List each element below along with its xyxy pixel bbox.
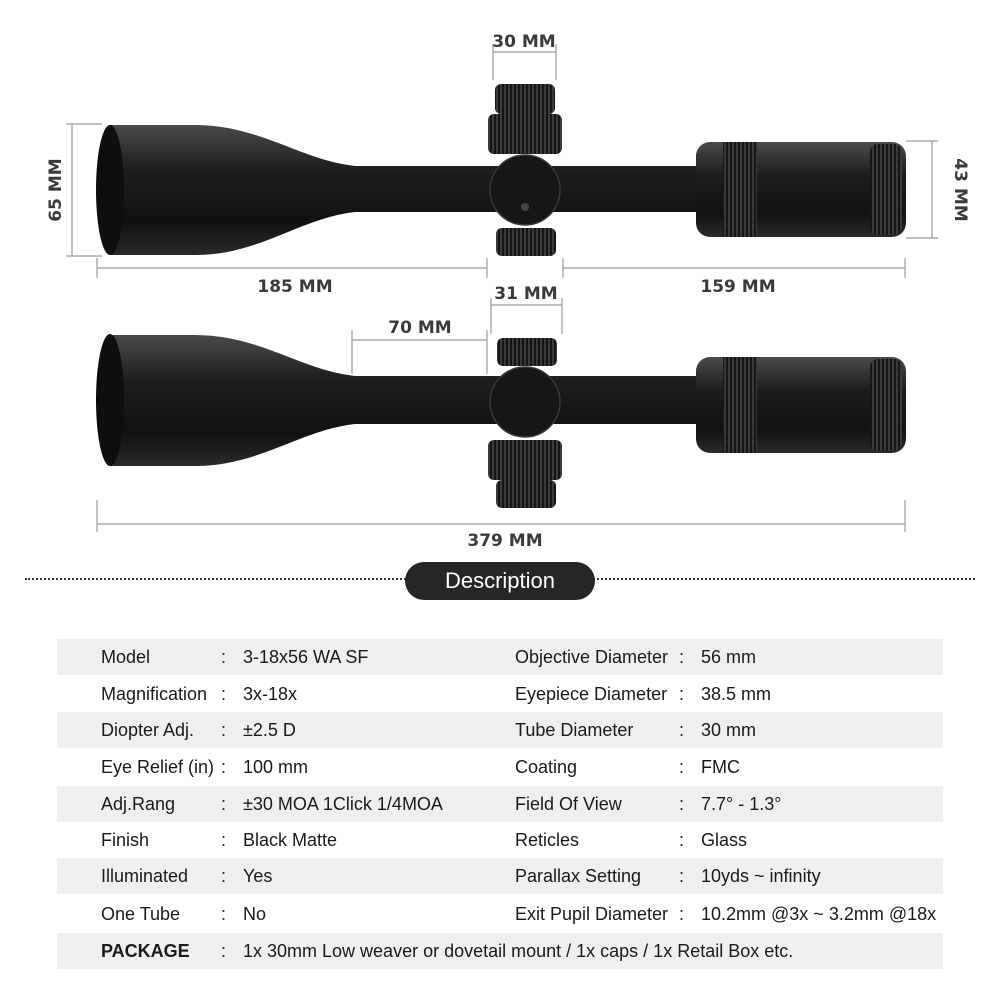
- section-title: Description: [405, 562, 595, 600]
- colon: :: [679, 757, 685, 777]
- spec-label: Parallax Setting: [515, 866, 642, 886]
- scope-side-view: [96, 334, 906, 508]
- spec-value: 3x-18x: [243, 684, 298, 704]
- spec-value: Black Matte: [243, 830, 338, 850]
- spec-label: Exit Pupil Diameter: [515, 904, 669, 924]
- colon: :: [221, 684, 227, 704]
- colon: :: [679, 904, 685, 924]
- spec-value: FMC: [701, 757, 740, 777]
- spec-value: 7.7° - 1.3°: [701, 794, 782, 814]
- spec-value: 10yds ~ infinity: [701, 866, 821, 886]
- dim-mount-front-length: 70 MM: [388, 318, 452, 338]
- colon: :: [679, 647, 685, 667]
- spec-label: Tube Diameter: [515, 720, 634, 740]
- spec-value: Yes: [243, 866, 273, 886]
- separator-right: [590, 578, 975, 580]
- colon: :: [679, 866, 685, 886]
- spec-label: Finish: [101, 830, 150, 850]
- colon: :: [221, 830, 227, 850]
- spec-label: Reticles: [515, 830, 580, 850]
- spec-value: No: [243, 904, 267, 924]
- spec-value: Glass: [701, 830, 748, 850]
- spec-row: [57, 858, 943, 894]
- colon: :: [221, 720, 227, 740]
- spec-value: ±30 MOA 1Click 1/4MOA: [243, 794, 443, 814]
- spec-label: Model: [101, 647, 151, 667]
- colon: :: [221, 794, 227, 814]
- package-value: 1x 30mm Low weaver or dovetail mount / 1x caps / 1x Retail Box etc.: [243, 941, 794, 961]
- spec-value: 56 mm: [701, 647, 757, 667]
- dim-objective-length: 185 MM: [257, 277, 333, 297]
- colon: :: [679, 830, 685, 850]
- colon: :: [679, 720, 685, 740]
- dim-objective-height: 65 MM: [46, 158, 66, 222]
- spec-row: [57, 749, 943, 785]
- dim-total-length: 379 MM: [467, 531, 543, 551]
- spec-label: Diopter Adj.: [101, 720, 195, 740]
- spec-row: [57, 639, 943, 675]
- dim-eyepiece-length: 159 MM: [700, 277, 776, 297]
- colon: :: [221, 866, 227, 886]
- spec-value: 100 mm: [243, 757, 309, 777]
- package-label: PACKAGE: [101, 941, 190, 961]
- dim-turret-body-width: 31 MM: [494, 284, 558, 304]
- dim-turret-width: 30 MM: [492, 32, 556, 52]
- spec-label: One Tube: [101, 904, 181, 924]
- spec-row: [57, 786, 943, 822]
- spec-value: 38.5 mm: [701, 684, 772, 704]
- colon: :: [679, 684, 685, 704]
- spec-value: 30 mm: [701, 720, 757, 740]
- colon: :: [221, 904, 227, 924]
- spec-label: Illuminated: [101, 866, 189, 886]
- colon: :: [221, 647, 227, 667]
- spec-row: [57, 896, 943, 932]
- spec-value: 10.2mm @3x ~ 3.2mm @18x: [701, 904, 937, 924]
- spec-label: Adj.Rang: [101, 794, 176, 814]
- colon: :: [679, 794, 685, 814]
- spec-label: Magnification: [101, 684, 208, 704]
- spec-label: Eye Relief (in): [101, 757, 215, 777]
- spec-label: Field Of View: [515, 794, 622, 814]
- colon: :: [221, 941, 227, 961]
- spec-row: [57, 676, 943, 712]
- spec-row: [57, 822, 943, 858]
- spec-label: Objective Diameter: [515, 647, 669, 667]
- dim-eyepiece-height: 43 MM: [950, 158, 970, 222]
- spec-label: Eyepiece Diameter: [515, 684, 668, 704]
- spec-row: [57, 712, 943, 748]
- package-row: [57, 933, 943, 969]
- scope-top-view: [96, 84, 906, 256]
- colon: :: [221, 757, 227, 777]
- separator-left: [25, 578, 410, 580]
- spec-value: ±2.5 D: [243, 720, 296, 740]
- spec-value: 3-18x56 WA SF: [243, 647, 369, 667]
- spec-label: Coating: [515, 757, 578, 777]
